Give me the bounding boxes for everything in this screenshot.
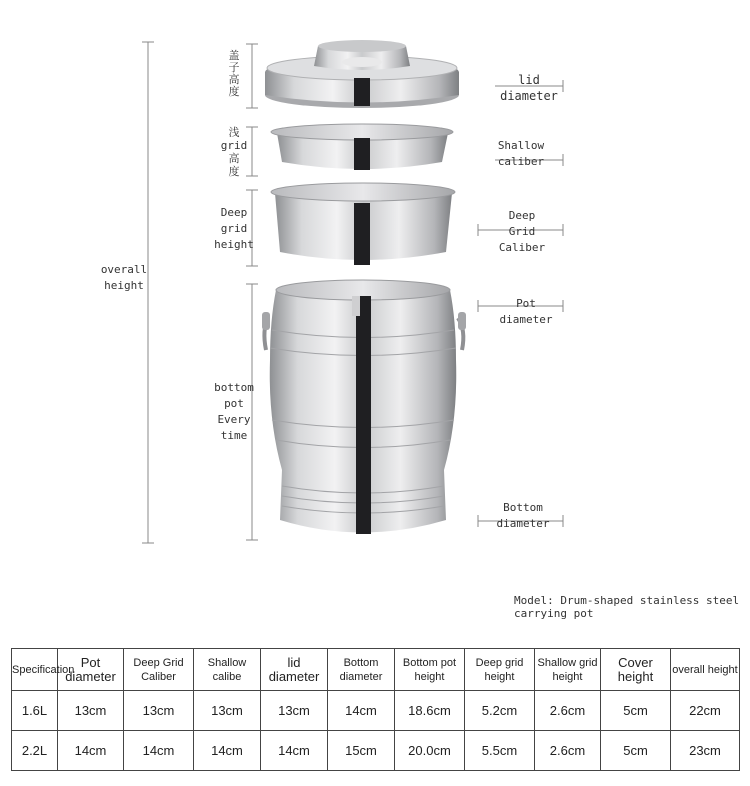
overall-height-label <box>100 262 148 294</box>
header-cell: Cover height <box>601 649 671 691</box>
label-line: Bottom <box>503 501 543 514</box>
table-cell: 13cm <box>194 691 261 731</box>
label-line: Deep <box>220 206 248 219</box>
label-line: bottom <box>214 381 254 394</box>
table-row <box>12 691 740 731</box>
shallow-grid <box>271 124 453 170</box>
label-line: Deep Grid <box>508 209 536 238</box>
table-cell: 5cm <box>601 691 671 731</box>
table-cell: 15cm <box>328 731 395 771</box>
label-line: grid <box>220 139 248 152</box>
label-line: height <box>214 238 254 251</box>
label-line: diameter <box>496 517 550 530</box>
label-line: pot <box>224 397 244 410</box>
table-cell: 13cm <box>58 691 124 731</box>
table-cell: 14cm <box>194 731 261 771</box>
header-cell: overall height <box>671 649 740 691</box>
label-line: Caliber <box>498 241 546 254</box>
lid-diameter-label: lid diameter <box>500 73 558 103</box>
header-cell: Shallow calibe <box>194 649 261 691</box>
header-cell: Bottom diameter <box>328 649 395 691</box>
table-cell: 20.0cm <box>395 731 465 771</box>
table-cell: 14cm <box>124 731 194 771</box>
table-cell: 13cm <box>124 691 194 731</box>
header-cell: lid diameter <box>261 649 328 691</box>
bottom-diameter-label <box>496 500 550 532</box>
deep-grid-height-label <box>212 205 256 253</box>
table-cell: 13cm <box>261 691 328 731</box>
label-line: Shallow <box>497 139 545 152</box>
table-cell: 2.6cm <box>535 731 601 771</box>
header-cell: Specification <box>12 649 58 691</box>
label-line: caliber <box>497 155 545 168</box>
lid <box>265 40 459 108</box>
table-row <box>12 731 740 771</box>
label-line: 度 <box>228 165 240 178</box>
label-line: Every <box>217 413 251 426</box>
model-caption: Model: Drum-shaped stainless steel carrying pot <box>514 594 740 620</box>
specification-table <box>11 648 740 771</box>
table-cell: 2.2L <box>12 731 58 771</box>
table-cell: 14cm <box>58 731 124 771</box>
table-cell: 18.6cm <box>395 691 465 731</box>
table-cell: 5.2cm <box>465 691 535 731</box>
table-header-row <box>12 649 740 691</box>
header-cell: Deep Grid Caliber <box>124 649 194 691</box>
header-cell: Deep grid height <box>465 649 535 691</box>
label-line: grid <box>220 222 248 235</box>
table-cell: 1.6L <box>12 691 58 731</box>
shallow-caliber-label <box>496 138 546 170</box>
label-line: overall <box>100 263 148 276</box>
table-cell: 2.6cm <box>535 691 601 731</box>
header-cell: Bottom pot height <box>395 649 465 691</box>
deep-grid <box>271 183 455 265</box>
table-cell: 14cm <box>261 731 328 771</box>
label-line: 高 <box>228 152 240 165</box>
bottom-pot <box>262 280 466 534</box>
header-cell: Pot diameter <box>58 649 124 691</box>
shallow-grid-height-label <box>216 126 252 178</box>
label-line: 浅 <box>228 126 240 139</box>
deep-caliber-label <box>494 208 550 256</box>
table-cell: 22cm <box>671 691 740 731</box>
pot-diameter-label: Pot diameter <box>499 297 553 326</box>
lid-height-label: 盖子高度 <box>228 49 240 98</box>
table-cell: 14cm <box>328 691 395 731</box>
label-line: height <box>104 279 144 292</box>
label-line: time <box>220 429 248 442</box>
table-cell: 23cm <box>671 731 740 771</box>
bottom-pot-height-label <box>212 380 256 444</box>
table-cell: 5cm <box>601 731 671 771</box>
header-cell: Shallow grid height <box>535 649 601 691</box>
table-cell: 5.5cm <box>465 731 535 771</box>
